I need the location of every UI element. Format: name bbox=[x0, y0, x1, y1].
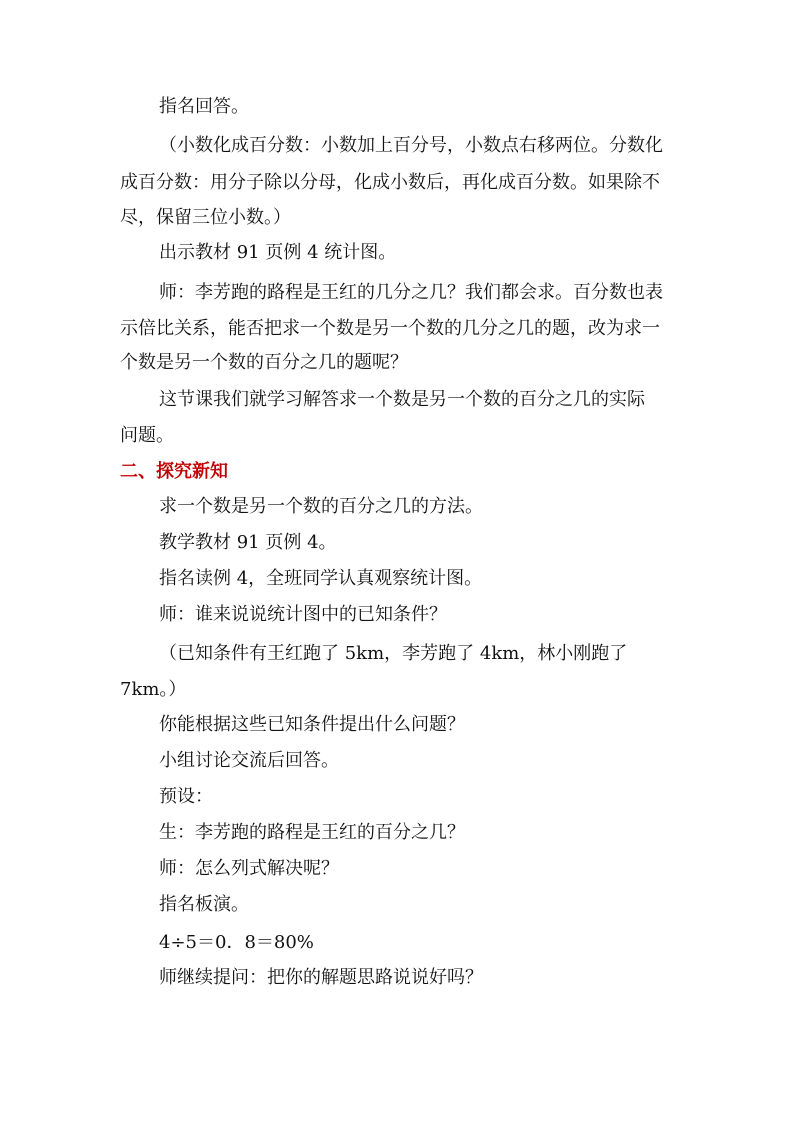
paragraph-line: 教学教材 91 页例 4。 bbox=[159, 532, 337, 553]
paragraph-line: 小组讨论交流后回答。 bbox=[159, 750, 339, 771]
paragraph-line: 预设： bbox=[159, 786, 213, 807]
paragraph-line: 师：怎么列式解决呢？ bbox=[159, 858, 339, 879]
paragraph-line: 7km。） bbox=[120, 679, 187, 700]
equation-line: 4÷5＝0．8＝80% bbox=[159, 932, 314, 953]
paragraph-line: 尽，保留三位小数。） bbox=[120, 207, 291, 228]
paragraph-line: 个数是另一个数的百分之几的题呢？ bbox=[120, 352, 408, 373]
paragraph-line: 指名板演。 bbox=[159, 894, 249, 915]
paragraph-line: 师继续提问：把你的解题思路说说好吗？ bbox=[159, 967, 483, 988]
paragraph-line: 指名读例 4，全班同学认真观察统计图。 bbox=[159, 568, 483, 589]
paragraph-line: 这节课我们就学习解答求一个数是另一个数的百分之几的实际 bbox=[159, 389, 645, 410]
paragraph-line: 指名回答。 bbox=[159, 96, 249, 117]
paragraph-line: 你能根据这些已知条件提出什么问题？ bbox=[159, 714, 465, 735]
paragraph-line: （小数化成百分数：小数加上百分号，小数点右移两位。分数化 bbox=[159, 135, 663, 156]
paragraph-line: 成百分数：用分子除以分母，化成小数后，再化成百分数。如果除不 bbox=[120, 172, 660, 193]
paragraph-line: 示倍比关系，能否把求一个数是另一个数的几分之几的题，改为求一 bbox=[120, 318, 660, 339]
paragraph-line: 求一个数是另一个数的百分之几的方法。 bbox=[159, 496, 483, 517]
paragraph-line: 出示教材 91 页例 4 统计图。 bbox=[159, 242, 397, 263]
paragraph-line: 问题。 bbox=[120, 425, 174, 446]
paragraph-line: （已知条件有王红跑了 5km，李芳跑了 4km，林小刚跑了 bbox=[159, 643, 628, 664]
paragraph-line: 师：李芳跑的路程是王红的几分之几？我们都会求。百分数也表 bbox=[159, 282, 663, 303]
paragraph-line: 生：李芳跑的路程是王红的百分之几？ bbox=[159, 822, 465, 843]
paragraph-line: 师：谁来说说统计图中的已知条件？ bbox=[159, 604, 447, 625]
section-heading: 二、探究新知 bbox=[120, 461, 228, 482]
